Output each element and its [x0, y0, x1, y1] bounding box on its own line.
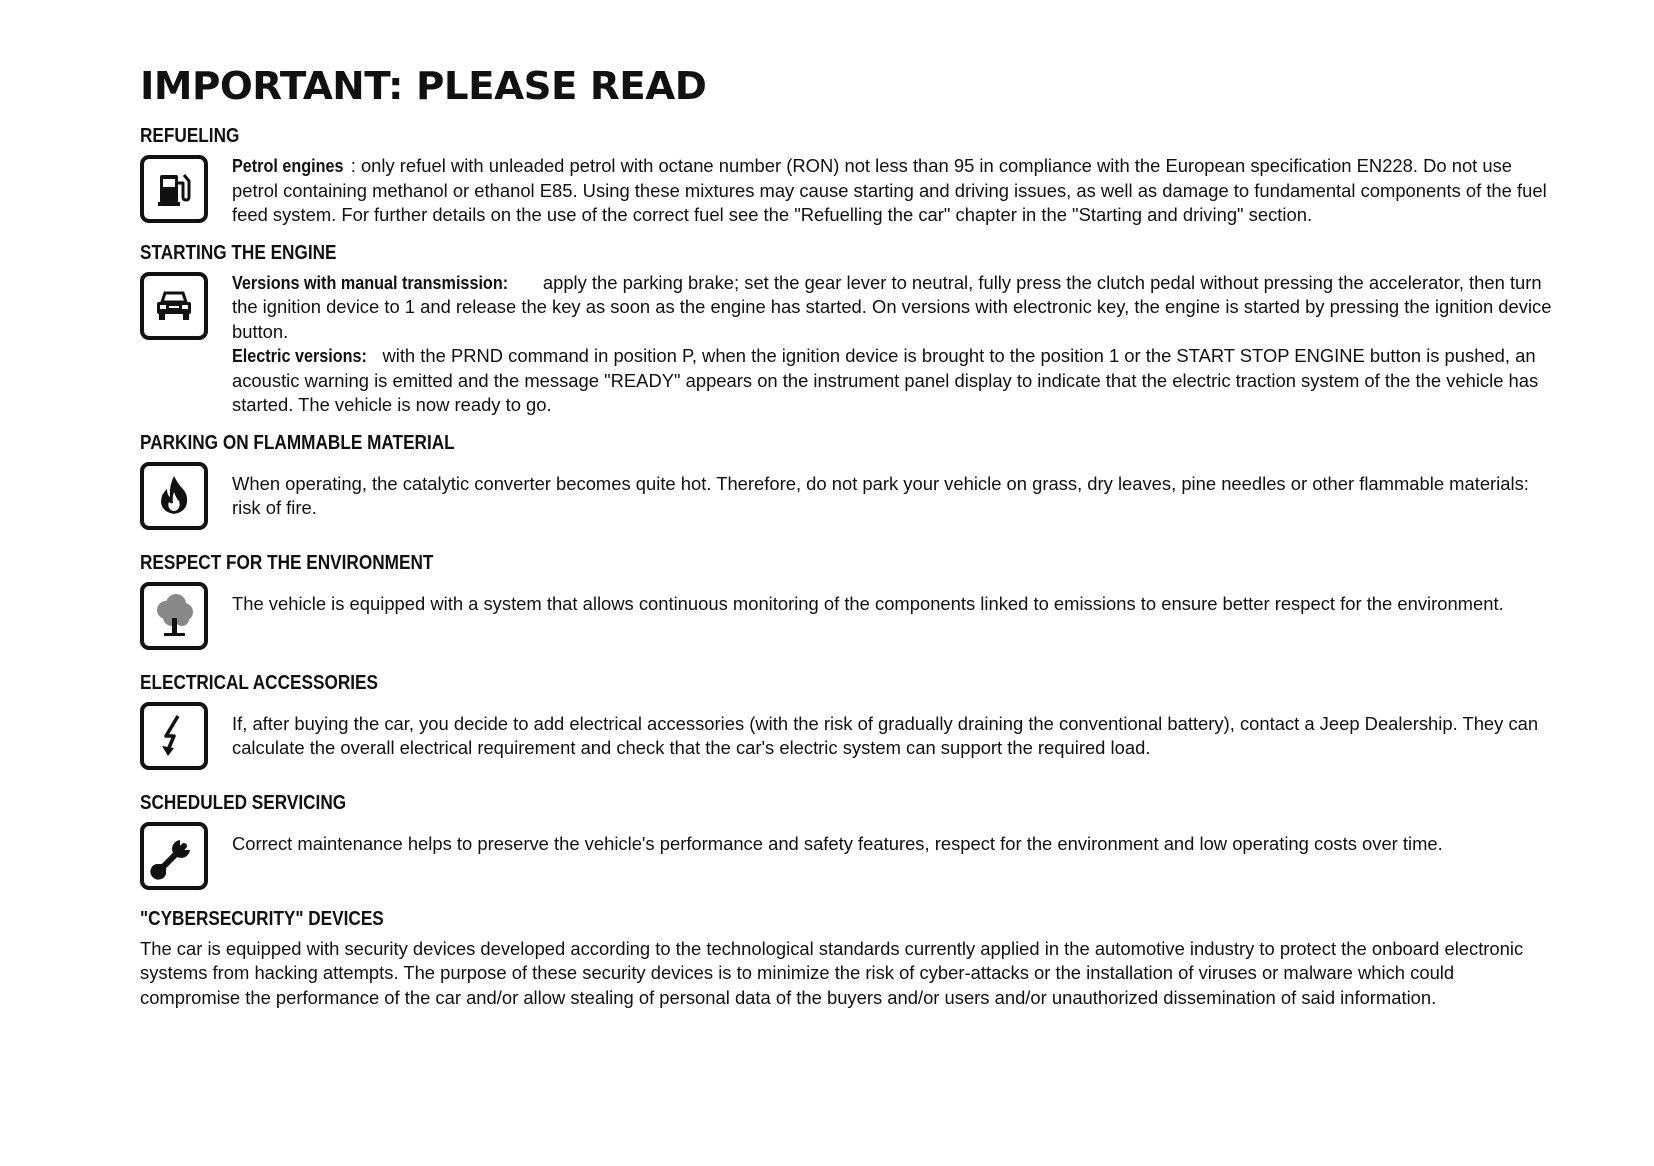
paragraph: [232, 154, 1560, 228]
section-body: [232, 271, 1560, 418]
section-cybersecurity: [140, 907, 1560, 1011]
paragraph-text: : only refuel with unleaded petrol with octane number (RON) not less than 95 in compliance with the European specification EN228. Do not use petrol containing methanol or ethanol E85. Using these mixtures may cause starting and driving issues, as well as damage to fundamental components of the fuel feed system. For further details on the use of the correct fuel see the "Refuelling the car" chapter in the "Starting and driving" section.: [232, 155, 1547, 225]
paragraph: [232, 271, 1560, 345]
section-environment: [140, 551, 1560, 650]
page-title: IMPORTANT: PLEASE READ: [140, 64, 707, 108]
paragraph: [232, 344, 1560, 418]
paragraph-text: apply the parking brake; set the gear lever to neutral, fully press the clutch pedal without pressing the accelerator, then turn the ignition device to 1 and release the key as soon as the engine has started. On versions with electronic key, the engine is started by pressing the ignition device button.: [232, 271, 1552, 342]
section-heading: STARTING THE ENGINE: [140, 241, 337, 264]
lightning-icon: [140, 702, 208, 770]
wrench-icon: [140, 822, 208, 890]
section-scheduled-servicing: [140, 791, 1560, 890]
section-body: The car is equipped with security devices developed according to the technological standards currently applied in the automotive industry to protect the onboard electronic systems from hacking attempts. The purpose of these security devices is to minimize the risk of cyber-attacks or the installation of viruses or malware which could compromise the performance of the car and/or allow stealing of personal data of the buyers and/or users and/or unauthorized dissemination of said information.: [140, 937, 1524, 1008]
document-page: [140, 58, 1560, 1010]
section-electrical-accessories: [140, 671, 1560, 770]
section-body: If, after buying the car, you decide to add electrical accessories (with the risk of gradually draining the conventional battery), contact a Jeep Dealership. They can calculate the overall electrical requirement and check that the car's electric system can support the required load.: [232, 712, 1539, 758]
section-body: Correct maintenance helps to preserve the vehicle's performance and safety features, respect for the environment and low operating costs over time.: [232, 832, 1443, 854]
section-parking-flammable: [140, 431, 1560, 530]
section-heading: RESPECT FOR THE ENVIRONMENT: [140, 551, 434, 574]
section-body: The vehicle is equipped with a system that allows continuous monitoring of the components linked to emissions to ensure better respect for the environment.: [232, 592, 1504, 614]
paragraph-text: with the PRND command in position P, when the ignition device is brought to the position 1 or the START STOP ENGINE button is pushed, an acoustic warning is emitted and the message "READY" appears on the instrument panel display to indicate that the electric traction system of the the vehicle has started. The vehicle is now ready to go.: [232, 345, 1539, 415]
section-body: [232, 154, 1560, 228]
fuel-pump-icon: [140, 155, 208, 223]
section-heading: "CYBERSECURITY" DEVICES: [140, 907, 384, 930]
section-heading: SCHEDULED SERVICING: [140, 791, 347, 814]
section-heading: ELECTRICAL ACCESSORIES: [140, 671, 378, 694]
tree-icon: [140, 582, 208, 650]
paragraph-lead: Petrol engines: [232, 155, 344, 176]
section-heading: PARKING ON FLAMMABLE MATERIAL: [140, 431, 455, 454]
paragraph-lead: Versions with manual transmission:: [232, 271, 509, 293]
section-starting-engine: [140, 241, 1560, 418]
paragraph-lead: Electric versions:: [232, 345, 367, 366]
car-front-icon: [140, 272, 208, 340]
section-heading: REFUELING: [140, 125, 240, 147]
section-body: When operating, the catalytic converter becomes quite hot. Therefore, do not park your vehicle on grass, dry leaves, pine needles or other flammable materials: risk of fire.: [232, 472, 1529, 518]
section-refueling: [140, 124, 1560, 228]
fire-icon: [140, 462, 208, 530]
